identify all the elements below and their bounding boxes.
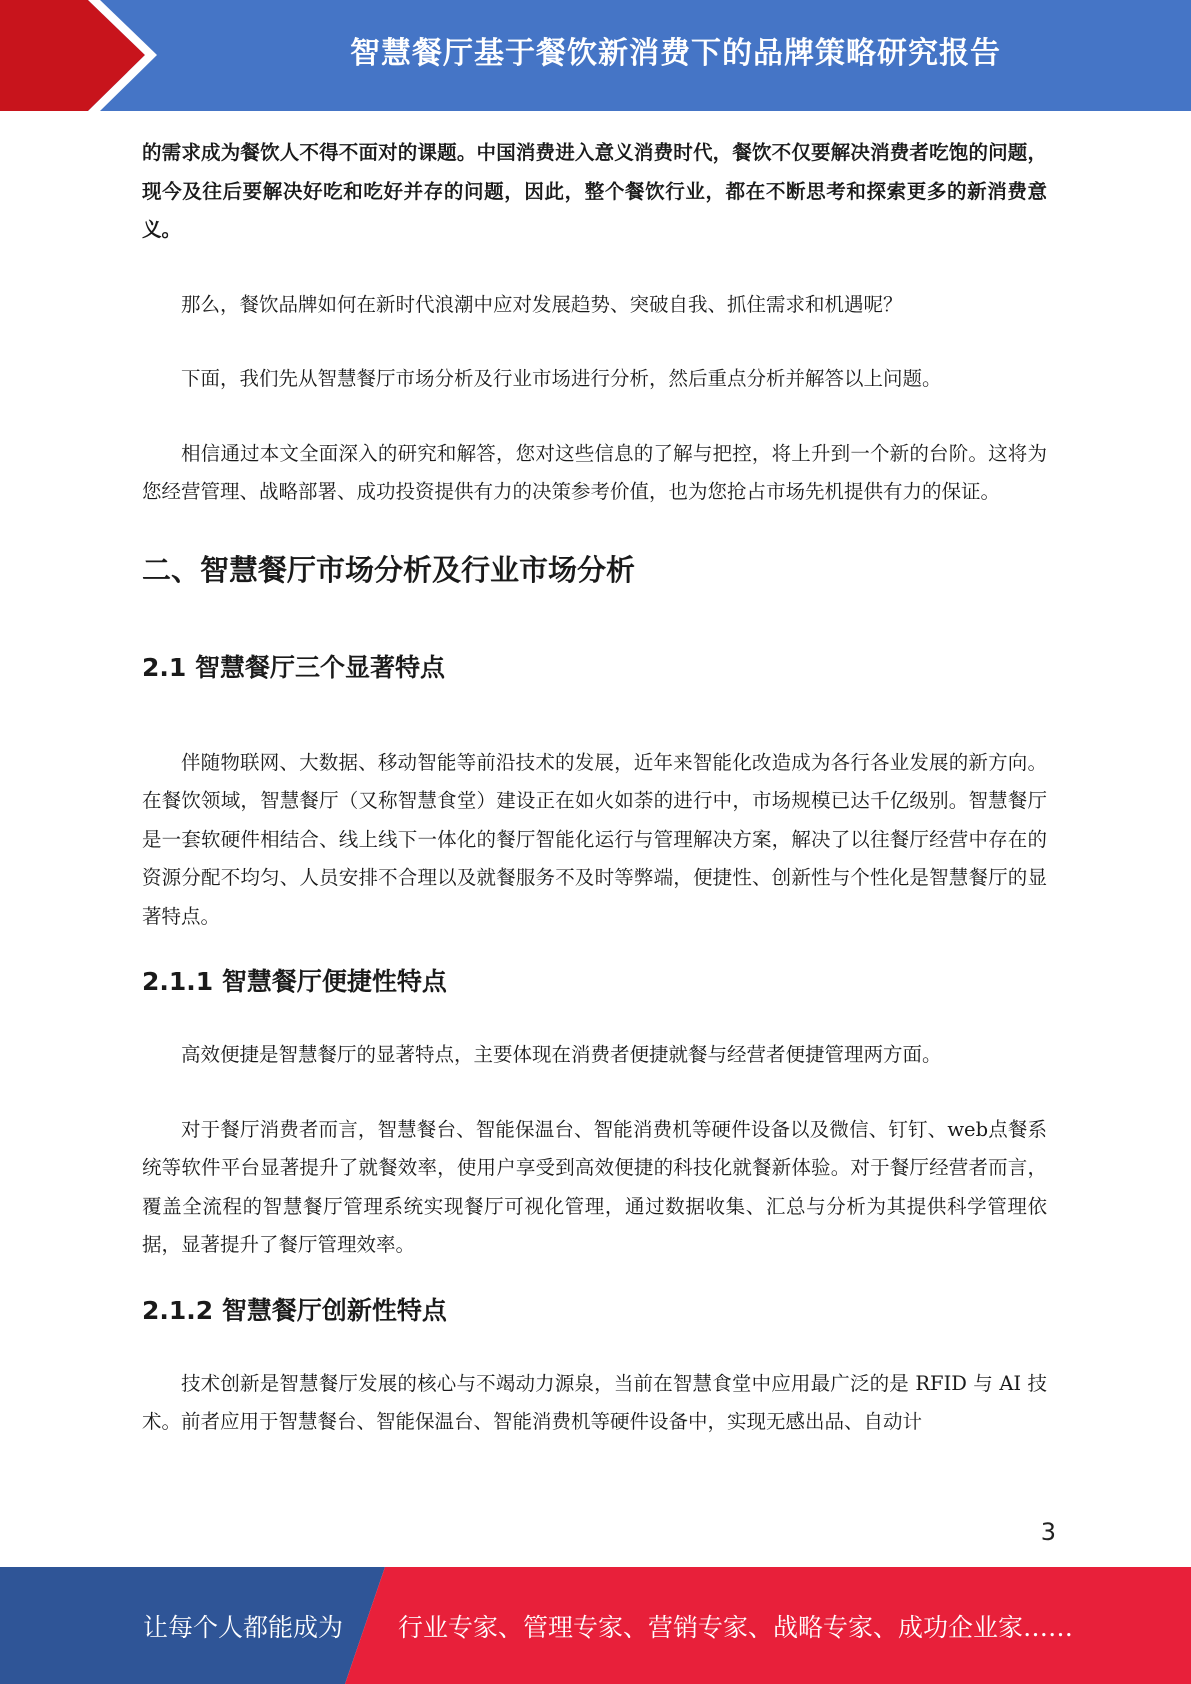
section-2-heading: 二、智慧餐厅市场分析及行业市场分析: [142, 552, 636, 587]
section-2-1-heading: 2.1 智慧餐厅三个显著特点: [142, 652, 445, 682]
intro-bold-paragraph: 的需求成为餐饮人不得不面对的课题。中国消费进入意义消费时代，餐饮不仅要解决消费者吃饱的问题，现今及往后要解决好吃和吃好并存的问题，因此，整个餐饮行业，都在不断思考和探索更多的新消费意义。: [142, 141, 1047, 241]
section-2-1-2-heading: 2.1.2 智慧餐厅创新性特点: [142, 1295, 447, 1325]
header-red-arrow: [0, 0, 145, 111]
footer-slogan-right: 行业专家、管理专家、营销专家、战略专家、成功企业家……: [398, 1612, 1074, 1642]
section-2-1-1-heading: 2.1.1 智慧餐厅便捷性特点: [142, 967, 447, 996]
next-steps-paragraph: 下面，我们先从智慧餐厅市场分析及行业市场进行分析，然后重点分析并解答以上问题。: [181, 367, 942, 390]
section-2-1-1-paragraph-1: 高效便捷是智慧餐厅的显著特点，主要体现在消费者便捷就餐与经营者便捷管理两方面。: [181, 1043, 942, 1066]
footer-slogan-left: 让每个人都能成为: [143, 1612, 344, 1642]
section-2-1-paragraph: 伴随物联网、大数据、移动智能等前沿技术的发展，近年来智能化改造成为各行各业发展的新方向。在餐饮领域，智慧餐厅（又称智慧食堂）建设正在如火如荼的进行中，市场规模已达千亿级别。智慧餐厅是一套软硬件相结合、线上线下一体化的餐厅智能化运行与管理解决方案，解决了以往餐厅经营中存在的资源分配不均匀、人员安排不合理以及就餐服务不及时等弊端，便捷性、创新性与个性化是智慧餐厅的显著特点。: [142, 750, 1047, 928]
document-body: [142, 134, 1047, 1442]
value-paragraph: 相信通过本文全面深入的研究和解答，您对这些信息的了解与把控，将上升到一个新的台阶。这将为您经营管理、战略部署、成功投资提供有力的决策参考价值，也为您抢占市场先机提供有力的保证。: [142, 441, 1047, 503]
header-arrow-decoration: [0, 0, 200, 111]
section-2-1-2-paragraph: 技术创新是智慧餐厅发展的核心与不竭动力源泉，当前在智慧食堂中应用最广泛的是 RFID 与 AI 技术。前者应用于智慧餐台、智能保温台、智能消费机等硬件设备中，实现无感出品、自动计: [142, 1371, 1047, 1433]
page-footer-band: [0, 1567, 1191, 1684]
question-paragraph: 那么，餐饮品牌如何在新时代浪潮中应对发展趋势、突破自我、抓住需求和机遇呢？: [181, 292, 903, 316]
section-2-1-1-paragraph-2: 对于餐厅消费者而言，智慧餐台、智能保温台、智能消费机等硬件设备以及微信、钉钉、web点餐系统等软件平台显著提升了就餐效率，使用户享受到高效便捷的科技化就餐新体验。对于餐厅经营者而言，覆盖全流程的智慧餐厅管理系统实现餐厅可视化管理，通过数据收集、汇总与分析为其提供科学管理依据，显著提升了餐厅管理效率。: [142, 1117, 1047, 1256]
page-header-band: [0, 0, 1191, 111]
document-title: 智慧餐厅基于餐饮新消费下的品牌策略研究报告: [350, 36, 1001, 71]
page-number: 3: [1040, 1518, 1056, 1546]
